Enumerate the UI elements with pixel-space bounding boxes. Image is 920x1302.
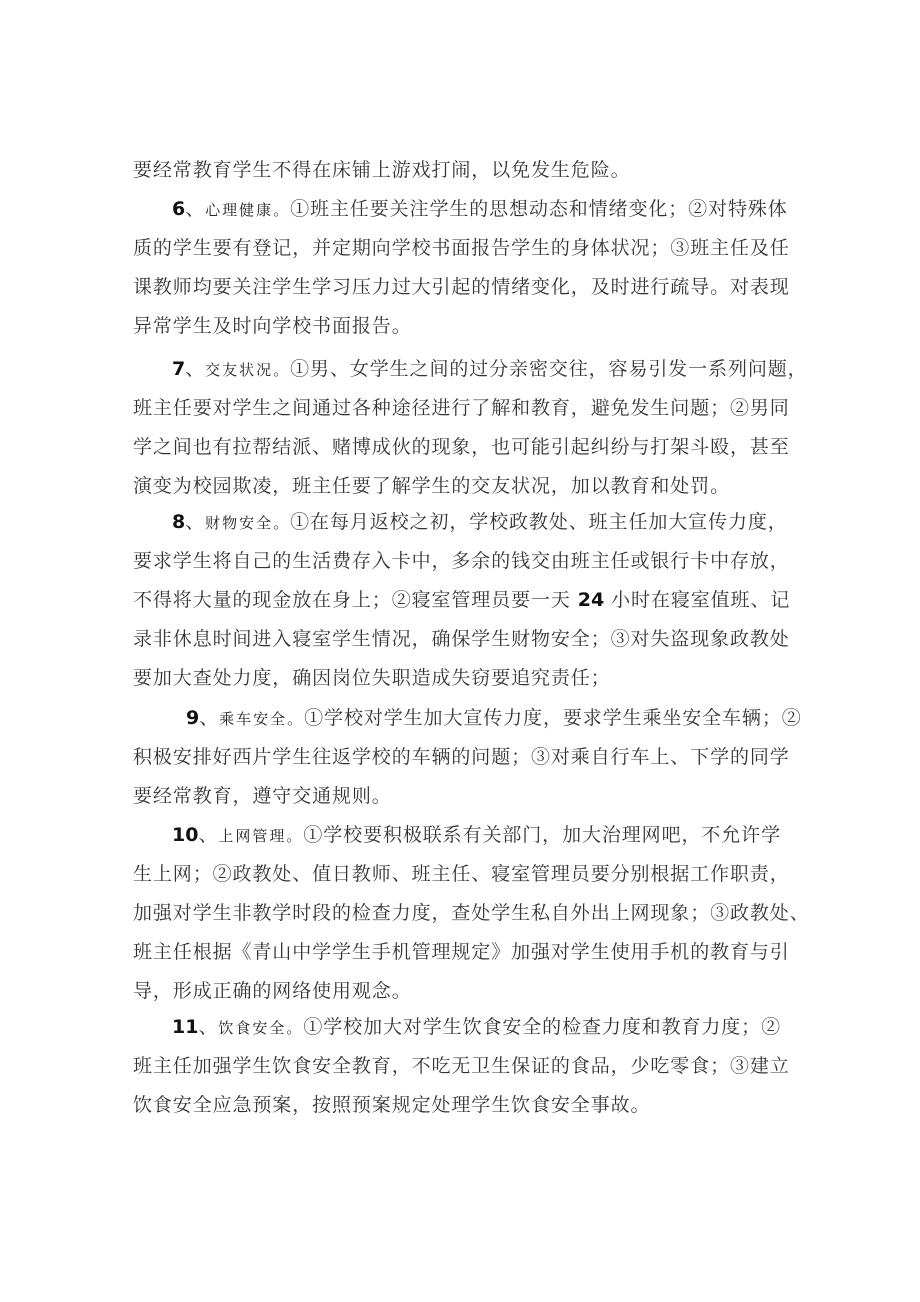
item-text: ①学校对学生加大宣传力度，要求学生乘坐安全车辆；② (304, 707, 802, 729)
paragraph-11-line-1 (172, 1015, 832, 1040)
item-number: 6 (172, 198, 186, 220)
paragraph-8-line-2: 要求学生将自己的生活费存入卡中，多余的钱交由班主任或银行卡中存放， (133, 550, 790, 572)
item-text-tail: 小时在寝室值班、记 (604, 589, 791, 611)
paragraph-9-line-3: 要经常教育，遵守交通规则。 (133, 785, 392, 807)
paragraph-11-line-2: 班主任加强学生饮食安全教育，不吃无卫生保证的食品，少吃零食；③建立 (133, 1055, 790, 1077)
paragraph-8-line-3 (133, 588, 793, 612)
item-separator: 、 (185, 511, 206, 533)
paragraph-10-line-2: 生上网；②政教处、值日教师、班主任、寝室管理员要分别根据工作职责， (133, 863, 790, 885)
paragraph-6-line-3: 课教师均要关注学生学习压力过大引起的情绪变化，及时进行疏导。对表现 (133, 276, 790, 298)
paragraph-8-line-5: 要加大查处力度，确因岗位失职造成失窃要追究责任； (133, 667, 611, 689)
item-number: 7 (172, 358, 186, 380)
item-number: 9 (186, 707, 200, 729)
item-number: 11 (172, 1016, 199, 1038)
item-number: 10 (172, 824, 199, 846)
paragraph-5-tail-line-1: 要经常教育学生不得在床铺上游戏打闹，以免发生危险。 (133, 159, 631, 181)
paragraph-7-line-2: 班主任要对学生之间通过各种途径进行了解和教育，避免发生问题；②男同 (133, 397, 790, 419)
paragraph-6-line-1 (172, 197, 832, 222)
item-text: ①班主任要关注学生的思想动态和情绪变化；②对特殊体 (290, 198, 788, 220)
item-heading: 乘车安全。 (219, 710, 305, 728)
paragraph-6-line-2: 质的学生要有登记，并定期向学校书面报告学生的身体状况；③班主任及任 (133, 237, 790, 259)
item-separator: 、 (198, 824, 219, 846)
paragraph-9-line-1 (186, 706, 846, 731)
item-heading: 上网管理。 (218, 827, 304, 845)
paragraph-10-line-5: 导，形成正确的网络使用观念。 (133, 980, 412, 1002)
item-text: ①在每月返校之初，学校政教处、班主任加大宣传力度， (290, 511, 788, 533)
inline-number: 24 (577, 589, 605, 611)
item-heading: 心理健康。 (205, 201, 291, 219)
item-separator: 、 (185, 198, 206, 220)
item-separator: 、 (198, 1016, 219, 1038)
paragraph-7-line-4: 演变为校园欺凌，班主任要了解学生的交友状况，加以教育和处罚。 (133, 475, 731, 497)
paragraph-10-line-1 (172, 823, 832, 848)
paragraph-7-line-3: 学之间也有拉帮结派、赌博成伙的现象，也可能引起纠纷与打架斗殴，甚至 (133, 436, 790, 458)
item-text: ①男、女学生之间的过分亲密交往，容易引发一系列问题， (290, 358, 808, 380)
item-text: 不得将大量的现金放在身上；②寝室管理员要一天 (133, 589, 571, 611)
paragraph-10-line-3: 加强对学生非教学时段的检查力度，查处学生私自外出上网现象；③政教处、 (133, 902, 810, 924)
paragraph-9-line-2: 积极安排好西片学生往返学校的车辆的问题；③对乘自行车上、下学的同学 (133, 746, 790, 768)
item-separator: 、 (199, 707, 220, 729)
item-text: ①学校加大对学生饮食安全的检查力度和教育力度；② (303, 1016, 781, 1038)
item-number: 8 (172, 511, 186, 533)
paragraph-10-line-4: 班主任根据《青山中学学生手机管理规定》加强对学生使用手机的教育与引 (133, 941, 790, 963)
item-heading: 饮食安全。 (218, 1019, 304, 1037)
paragraph-8-line-1 (172, 510, 832, 535)
item-separator: 、 (185, 358, 206, 380)
paragraph-11-line-3: 饮食安全应急预案，按照预案规定处理学生饮食安全事故。 (133, 1094, 651, 1116)
item-heading: 交友状况。 (205, 361, 291, 379)
paragraph-6-line-4: 异常学生及时向学校书面报告。 (133, 315, 412, 337)
paragraph-8-line-4: 录非休息时间进入寝室学生情况，确保学生财物安全；③对失盗现象政教处 (133, 628, 790, 650)
item-text: ①学校要积极联系有关部门，加大治理网吧，不允许学 (303, 824, 781, 846)
paragraph-7-line-1 (172, 357, 832, 382)
item-heading: 财物安全。 (205, 514, 291, 532)
